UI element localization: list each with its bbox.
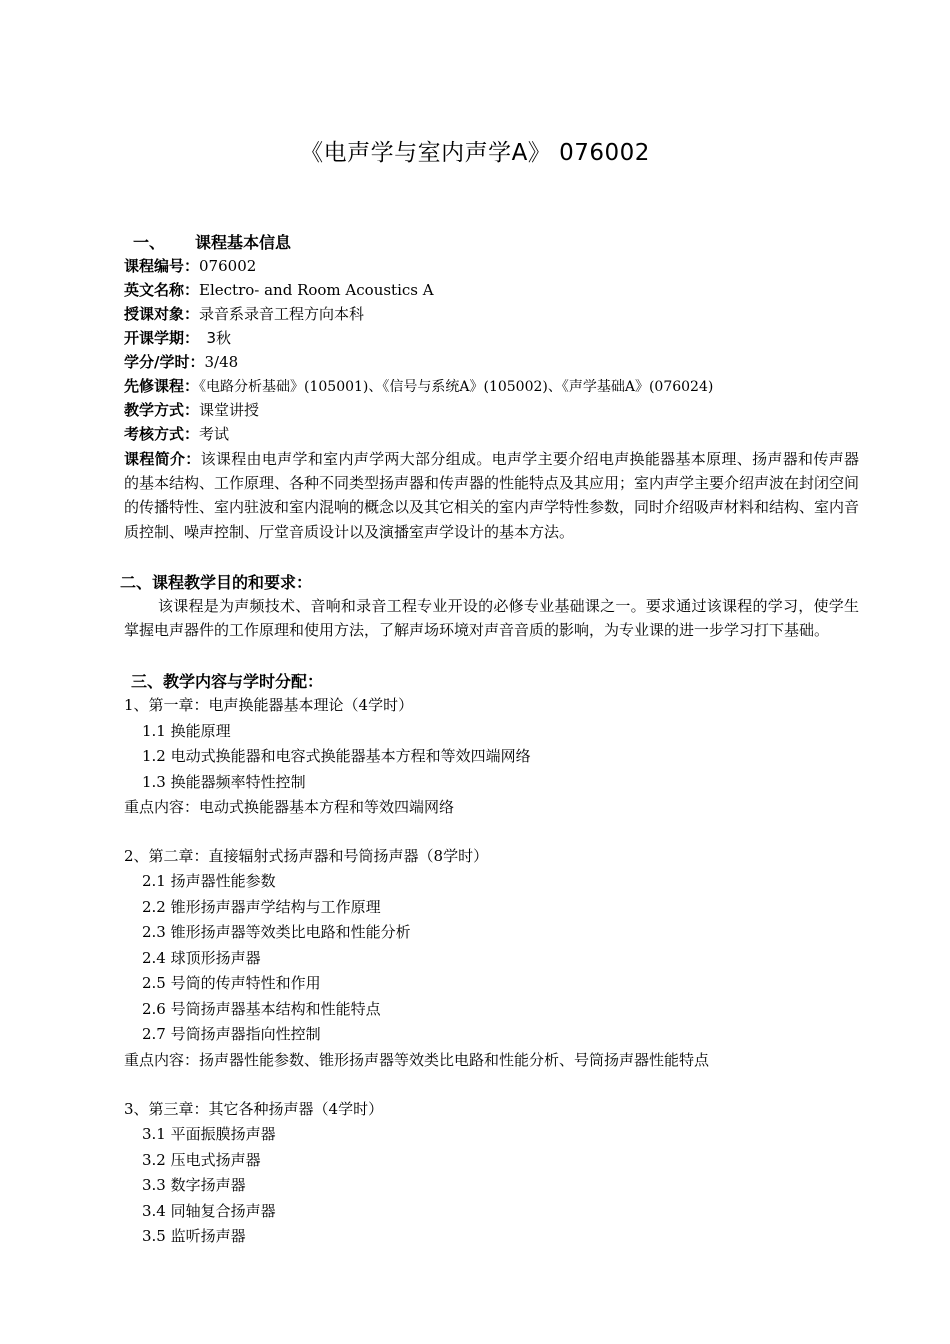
- section1-number: 一、: [133, 233, 166, 252]
- field-label: 课程编号：: [124, 257, 200, 275]
- field-teaching-method: [124, 399, 259, 422]
- field-value: 课堂讲授: [199, 401, 260, 419]
- list-item: 1.1 换能原理: [142, 722, 231, 740]
- chapter-2-key-points: 重点内容：扬声器性能参数、锥形扬声器等效类比电路和性能分析、号筒扬声器性能特点: [124, 1051, 710, 1069]
- list-item: 2.4 球顶形扬声器: [142, 949, 261, 967]
- section1-title: 课程基本信息: [195, 233, 292, 252]
- intro-text: 该课程由电声学和室内声学两大部分组成。电声学主要介绍电声换能器基本原理、扬声器和传声器的基本结构、工作原理、各种不同类型扬声器和传声器的性能特点及其应用；室内声学主要介绍声波在封闭空间的传播特性、室内驻波和室内混响的概念以及其它相关的室内声学特性参数，同时介绍吸声材料和结构、室内音质控制、噪声控制、厅堂音质设计以及演播室声学设计的基本方法。: [124, 450, 860, 541]
- chapter-2-title: 2、第二章：直接辐射式扬声器和号筒扬声器（8学时）: [124, 847, 489, 865]
- field-value: Electro- and Room Acoustics A: [199, 281, 434, 299]
- field-label: 教学方式：: [124, 401, 200, 419]
- section3-heading: 三、教学内容与学时分配：: [131, 672, 324, 691]
- list-item: 3.1 平面振膜扬声器: [142, 1125, 276, 1143]
- field-label: 授课对象：: [124, 305, 200, 323]
- field-label: 先修课程：: [124, 377, 200, 395]
- chapter-1-title: 1、第一章：电声换能器基本理论（4学时）: [124, 696, 414, 714]
- field-prerequisites: [124, 375, 713, 399]
- list-item: 1.3 换能器频率特性控制: [142, 773, 306, 791]
- list-item: 2.2 锥形扬声器声学结构与工作原理: [142, 898, 381, 916]
- field-label: 开课学期：: [124, 329, 192, 347]
- field-credits: [124, 351, 238, 374]
- document-title: 《电声学与室内声学A》 076002: [300, 140, 650, 166]
- field-value: 3秋: [191, 329, 232, 347]
- list-item: 2.3 锥形扬声器等效类比电路和性能分析: [142, 923, 411, 941]
- list-item: 2.5 号筒的传声特性和作用: [142, 974, 321, 992]
- field-label: 考核方式：: [124, 425, 200, 443]
- list-item: 1.2 电动式换能器和电容式换能器基本方程和等效四端网络: [142, 747, 531, 765]
- field-value: 录音系录音工程方向本科: [199, 305, 365, 323]
- field-value: 076002: [199, 257, 257, 275]
- field-semester: [124, 327, 231, 350]
- section1-heading: [133, 230, 291, 253]
- field-assessment: [124, 423, 229, 446]
- field-english-name: [124, 279, 434, 302]
- course-intro: [124, 447, 859, 544]
- chapter-3-title: 3、第三章：其它各种扬声器（4学时）: [124, 1100, 384, 1118]
- field-value: 考试: [199, 425, 230, 443]
- list-item: 2.7 号筒扬声器指向性控制: [142, 1025, 321, 1043]
- field-course-code: [124, 255, 256, 278]
- field-audience: [124, 303, 364, 326]
- field-value: 《电路分析基础》(105001)、《信号与系统A》(105002)、《声学基础A》(076024): [199, 379, 714, 395]
- section2-heading: 二、课程教学目的和要求：: [120, 573, 313, 592]
- list-item: 3.5 监听扬声器: [142, 1227, 246, 1245]
- field-label: 学分/学时：: [124, 353, 205, 371]
- list-item: 2.1 扬声器性能参数: [142, 872, 276, 890]
- list-item: 3.3 数字扬声器: [142, 1176, 246, 1194]
- list-item: 3.2 压电式扬声器: [142, 1151, 261, 1169]
- section2-text: 该课程是为声频技术、音响和录音工程专业开设的必修专业基础课之一。要求通过该课程的学习，使学生掌握电声器件的工作原理和使用方法，了解声场环境对声音音质的影响，为专业课的进一步学习打下基础。: [124, 597, 859, 640]
- list-item: 3.4 同轴复合扬声器: [142, 1202, 276, 1220]
- intro-label: 课程简介：: [124, 450, 201, 468]
- field-value: 3/48: [204, 353, 239, 371]
- chapter-1-key-points: 重点内容：电动式换能器基本方程和等效四端网络: [124, 798, 455, 816]
- list-item: 2.6 号筒扬声器基本结构和性能特点: [142, 1000, 381, 1018]
- field-label: 英文名称：: [124, 281, 200, 299]
